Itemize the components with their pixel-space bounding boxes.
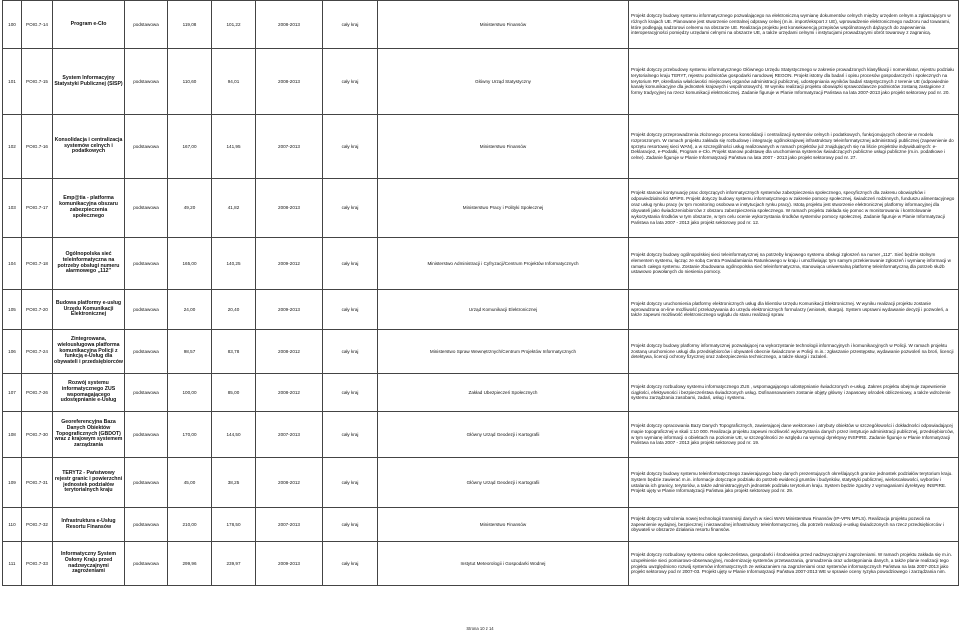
cell-total-value: 167,00 — [168, 115, 212, 179]
cell-project-name: Informatyczny System Osłony Kraju przed nadzwyczajnymi zagrożeniami — [53, 542, 125, 586]
cell-area: cały kraj — [323, 508, 378, 542]
cell-type: podstawowa — [125, 1, 168, 49]
cell-area: cały kraj — [323, 290, 378, 330]
cell-period: 2008-2012 — [256, 374, 323, 412]
table-row — [3, 542, 959, 586]
cell-project-name: Georeferencyjna Baza Danych Obiektów Topograficznych (GBDOT) wraz z krajowym systemem zarządzania — [53, 412, 125, 458]
cell-total-value: 299,96 — [168, 542, 212, 586]
cell-total-value: 210,00 — [168, 508, 212, 542]
cell-type: podstawowa — [125, 290, 168, 330]
cell-description: Projekt dotyczy budowy ogólnopolskiej sieci teleinformatycznej na potrzeby krajowego systemu obsługi zgłoszeń na numer „112”. Sieć będzie stolnym elementem systemu, łącząc ze sobą Centra Powiadamiania Ratunkowego w kraju i umożliwiając tym samym przekierowanie zgłoszeń i wymianę informacji w ramach całego systemu. Zostanie zbudowana ogólnopolska sieć teleinformatyczna, stanowiąca uniwersalną platformę teleinformatyczną dla potrzeb służb ustawowo powołanych do niesienia pomocy. — [629, 238, 959, 290]
cell-total-value: 165,00 — [168, 238, 212, 290]
cell-type: podstawowa — [125, 508, 168, 542]
cell-total-value: 24,00 — [168, 290, 212, 330]
cell-period: 2007-2013 — [256, 412, 323, 458]
cell-project-name: System Informacyjny Statystyki Publicznej (SISP) — [53, 49, 125, 115]
cell-code: POIG.7-17 — [22, 179, 53, 238]
cell-beneficiary: Ministerstwo Pracy i Polityki Społecznej — [378, 179, 629, 238]
cell-description: Projekt dotyczy rozbudowy systemu informatycznego ZUS , wspomagającego udostępnianie świadczonych e-usług. Zakres projektu obejmuje zapewnienie ciągłości, efektywności i bezpieczeństwa świadczonych usług. Dofinansowaniem zostanie objęty główny i zapasowy ośrodek obliczeniowy, a także wdrożenie systemu zarządzania zasobami, zadań, usług i systemu. — [629, 374, 959, 412]
cell-period: 2008-2012 — [256, 330, 323, 374]
table-row — [3, 458, 959, 508]
cell-type: podstawowa — [125, 179, 168, 238]
cell-area: cały kraj — [323, 179, 378, 238]
cell-period: 2007-2013 — [256, 508, 323, 542]
cell-beneficiary: Główny Urząd Geodezji i Kartografii — [378, 458, 629, 508]
cell-total-value: 98,57 — [168, 330, 212, 374]
cell-eu-funding: 85,00 — [212, 374, 256, 412]
cell-description: Projekt dotyczy budowy systemu informatycznego pozwalającego na elektroniczną wymianę dokumentów celnych między urzędem celnym a zgłaszającym w różnych krajach UE. Planowane jest stworzenie centralnej odprawy celnej (m.in. import/eksport z UE), wprowadzenie elektronicznego nadzoru nad towarami, które podlegają nadzorowi celnemu na obszarze UE. Realizacja projektu jest konsekwencją przepisów wspólnotowych dążących do zapewnienia interoperacyjności pomiędzy urzędami celnymi na obszarze UE, a także urzędami celnymi i instytucjami prowadzącymi obrót towarowy z zagranicą. — [629, 1, 959, 49]
cell-type: podstawowa — [125, 458, 168, 508]
cell-description: Projekt dotyczy wdrożenia nowej technologii transmisji danych w sieci WAN Ministerstwa Finansów (IP-VPN MPLS). Realizacja projektu pozwoli na zapewnienie wydajnej, bezpiecznej i niezawodnej infrastruktury teleinformatycznej, dla potrzeb realizacji e-usług świadczonych na rzecz przedsiębiorców i obywateli w obszarze działania resortu finansów. — [629, 508, 959, 542]
cell-area: cały kraj — [323, 412, 378, 458]
cell-beneficiary: Ministerstwo Finansów — [378, 115, 629, 179]
cell-area: cały kraj — [323, 330, 378, 374]
cell-area: cały kraj — [323, 542, 378, 586]
cell-area: cały kraj — [323, 115, 378, 179]
cell-project-name: Emp@tia - platforma komunikacyjna obszaru zabezpieczenia społecznego — [53, 179, 125, 238]
cell-description: Projekt stanowi kontynuację prac dotyczących informatycznych systemów zabezpieczenia społecznego, specyficznych dla zakresu obowiązków i odpowiedzialności MPiPS. Projekt dotyczy budowy systemu informatycznego w zakresie pomocy społecznej, świadczeń rodzinnych, funduszu alimentacyjnego oraz usług rynku pracy (w tym monitoring osobowa w instytucjach rynku pracy). Istotą projektu jest stworzenie elektronicznej platformy informacyjnej dla obywateli jako świadczeniobiorców z obszaru zabezpieczenia społecznego. W ramach projektu zakłada się pomoc w monitorowaniu i kontrolowanie wykorzystania środków w tym obszarze, w tym celu ocenie wykorzystania środków systemów pomocy społecznej. Zadanie figuruje w Planie Informatyzacji Państwa na lata 2007 - 2013 jako projekt sektorowy pod nr. 12. — [629, 179, 959, 238]
cell-lp: 110 — [3, 508, 22, 542]
projects-table — [2, 0, 959, 586]
cell-period: 2008-2013 — [256, 179, 323, 238]
cell-type: podstawowa — [125, 542, 168, 586]
cell-eu-funding: 140,25 — [212, 238, 256, 290]
table-row — [3, 115, 959, 179]
cell-code: POIG.7-20 — [22, 290, 53, 330]
cell-code: POIG.7-32 — [22, 508, 53, 542]
cell-lp: 102 — [3, 115, 22, 179]
cell-code: POIG.7-16 — [22, 115, 53, 179]
cell-beneficiary: Ministerstwo Administracji i Cyfryzacji/Centrum Projektów Informatycznych — [378, 238, 629, 290]
cell-description: Projekt dotyczy opracowania Bazy Danych Topograficznych, zawierającej dane wektorowe i atrybuty obiektów w szczegółowości i dokładności odpowiadającej mapie topograficznej w skali 1:10 000. Realizacja projektu zapewni możliwość wykorzystania danych przez instytucje administracji publicznej, przedsiębiorców, w tym wymianę informacji o obiektach na poziomie UE, w szczególności ze względu na wymogi dyrektywy INSPIRE. Zadanie figuruje w Planie Informatyzacji Państwa na lata 2007 - 2013 jako projekt sektorowy pod nr. 19. — [629, 412, 959, 458]
cell-period: 2009-2012 — [256, 238, 323, 290]
cell-lp: 106 — [3, 330, 22, 374]
cell-project-name: Ogólnopolska sieć teleinformatyczna na potrzeby obsługi numeru alarmowego „112” — [53, 238, 125, 290]
cell-beneficiary: Zakład Ubezpieczeń Społecznych — [378, 374, 629, 412]
cell-period: 2008-2013 — [256, 49, 323, 115]
cell-code: POIG.7-33 — [22, 542, 53, 586]
cell-period: 2009-2013 — [256, 542, 323, 586]
cell-eu-funding: 239,97 — [212, 542, 256, 586]
cell-beneficiary: Główny Urząd Statystyczny — [378, 49, 629, 115]
cell-code: POIG.7-31 — [22, 458, 53, 508]
cell-lp: 103 — [3, 179, 22, 238]
table-row — [3, 508, 959, 542]
cell-total-value: 110,60 — [168, 49, 212, 115]
table-row — [3, 238, 959, 290]
cell-description: Projekt dotyczy budowy platformy informatycznej pozwalającej na wykorzystanie technologii informacyjnych i komunikacyjnych w Policji. W ramach projektu zostaną uruchomione usługi dla przedsiębiorców i obywateli obecnie świadczone w Policji m.in.: zgłaszanie przestępstw, wydawanie pozwoleń na broń, licencji detektywa, licencji ochrony fizycznej oraz zabezpieczenia technicznego, a także skargi i zażaleń. — [629, 330, 959, 374]
cell-project-name: Infrastruktura e-Usług Resortu Finansów — [53, 508, 125, 542]
cell-eu-funding: 83,78 — [212, 330, 256, 374]
table-row — [3, 374, 959, 412]
cell-type: podstawowa — [125, 412, 168, 458]
cell-area: cały kraj — [323, 238, 378, 290]
cell-project-name: Program e-Cło — [53, 1, 125, 49]
table-row — [3, 290, 959, 330]
cell-project-name: TERYT2 - Państwowy rejestr granic i powierzchni jednostek podziałów terytorialnych kraju — [53, 458, 125, 508]
table-row — [3, 330, 959, 374]
cell-lp: 105 — [3, 290, 22, 330]
cell-eu-funding: 94,01 — [212, 49, 256, 115]
cell-code: POIG.7-14 — [22, 1, 53, 49]
cell-eu-funding: 101,22 — [212, 1, 256, 49]
cell-type: podstawowa — [125, 115, 168, 179]
cell-total-value: 170,00 — [168, 412, 212, 458]
cell-project-name: Budowa platformy e-usług Urzędu Komunikacji Elektronicznej — [53, 290, 125, 330]
cell-beneficiary: Główny Urząd Geodezji i Kartografii — [378, 412, 629, 458]
cell-type: podstawowa — [125, 330, 168, 374]
cell-description: Projekt dotyczy przeprowadzenia złożonego procesu konsolidacji i centralizacji systemów celnych i podatkowych, funkcjonujących obecnie w modelu rozproszonym. W ramach projektu zakłada się rozbudowę i integrację ogólnokrajowej infrastruktury teleinformatycznej administracji publicznej (zapewnienie do sprzętu resortowej sieci WAN), a w szczególności usług realizowanych w ramach projektów już znajdujących się na liście projektów indywidualnych: e-Deklaracje2, e-Podatki, Program e-Cło. Projekt stanowi podstawę dla uruchomienia systemów świadczących publiczne usługi publiczne (m.in. podatkowe i celne). Zadanie figuruje w Planie Informatyzacji Państwa na lata 2007 - 2013 jako projekt sektorowy pod nr. 27. — [629, 115, 959, 179]
cell-beneficiary: Ministerstwo Finansów — [378, 1, 629, 49]
cell-eu-funding: 38,25 — [212, 458, 256, 508]
cell-eu-funding: 41,82 — [212, 179, 256, 238]
cell-lp: 100 — [3, 1, 22, 49]
cell-description: Projekt dotyczy budowy systemu teleinformatycznego zawierającego bazę danych prezentujących określających granice jednostek podziałów terytorium kraju. System będzie zawierać m.in. informacje dotyczące podziału do potrzeb ewidencji gruntów i budynków, statystyki publicznej, wieloscałowości, wyborów i ustalania ich granicy, terytoriów, a także administracyjnych jednostek podziału terytorium kraju. System będzie zgodny z wymaganiami dyrektywy INSPIRE. Projekt ujęty w Planie Informatyzacji Państwa jako projekt sektorowy pod nr. 29. — [629, 458, 959, 508]
cell-code: POIG.7-26 — [22, 374, 53, 412]
cell-eu-funding: 20,40 — [212, 290, 256, 330]
table-row — [3, 412, 959, 458]
cell-total-value: 119,08 — [168, 1, 212, 49]
cell-area: cały kraj — [323, 49, 378, 115]
cell-code: POIG.7-18 — [22, 238, 53, 290]
cell-project-name: Zintegrowana, wielousługowa platforma komunikacyjna Policji z funkcją e-Usług dla obywateli i przedsiębiorców — [53, 330, 125, 374]
cell-code: POIG.7-15 — [22, 49, 53, 115]
cell-beneficiary: Urząd Komunikacji Elektronicznej — [378, 290, 629, 330]
cell-project-name: Konsolidacja i centralizacja systemów celnych i podatkowych — [53, 115, 125, 179]
cell-eu-funding: 178,50 — [212, 508, 256, 542]
table-body — [3, 1, 959, 586]
cell-total-value: 49,20 — [168, 179, 212, 238]
table-row — [3, 179, 959, 238]
cell-area: cały kraj — [323, 1, 378, 49]
cell-total-value: 45,00 — [168, 458, 212, 508]
cell-type: podstawowa — [125, 238, 168, 290]
cell-eu-funding: 144,50 — [212, 412, 256, 458]
cell-period: 2008-2012 — [256, 458, 323, 508]
cell-lp: 108 — [3, 412, 22, 458]
cell-lp: 111 — [3, 542, 22, 586]
cell-eu-funding: 141,95 — [212, 115, 256, 179]
cell-period: 2007-2013 — [256, 115, 323, 179]
cell-description: Projekt dotyczy uruchomienia platformy elektronicznych usług dla klientów Urzędu Komunikacji Elektronicznej. W wyniku realizacji projektu zostanie wprowadzona on-line możliwość przekazywania do urzędu elektronicznych formularzy (wniosek, skarga). System usprawni wydawanie decyzji i pozwoleń, a także zapewni możliwość elektronicznego wglądu do stanu realizacji spraw. — [629, 290, 959, 330]
table-row — [3, 1, 959, 49]
cell-total-value: 100,00 — [168, 374, 212, 412]
table-row — [3, 49, 959, 115]
document-page — [2, 0, 958, 586]
cell-description: Projekt dotyczy rozbudowy systemu osłon społeczeństwa, gospodarki i środowiska przed nadzwyczajnymi zagrożeniami. W ramach projektu zakłada się m.in. uzupełnienie sieci pomiarowo-obserwacyjnej, modernizację systemów przetwarzania, gromadzenia oraz udostępniania danych, a także planie realizacji tego projektu uwzględniono rozwój systemów informatycznych ze wskazaniem na zagrożeniami oraz systemów informatycznych Państwa na lata 2007-2013 jako projekt sektorowy pod nr 2007-03. Projekt ujęty w Planie Informatyzacji Państwa 2007-2013 WE w sprawie oceny ryzyka powodziowego i zarządzania nim. — [629, 542, 959, 586]
cell-type: podstawowa — [125, 49, 168, 115]
page-number: Strona 10 z 14 — [466, 626, 494, 631]
cell-area: cały kraj — [323, 458, 378, 508]
cell-lp: 104 — [3, 238, 22, 290]
cell-project-name: Rozwój systemu informatycznego ZUS wspomagającego udostępnianie e-Usług — [53, 374, 125, 412]
cell-description: Projekt dotyczy przebudowy systemu informatycznego Głównego Urzędu Statystycznego w zakresie prowadzonych klasyfikacji i nomenklatur, rejestru podziału terytorialnego kraju TERYT, rejestru podmiotów gospodarki narodowej REGON. Projekt istotny dla badań i opisu procesów gospodarczych i społecznych na terytorium RP, określania właściwości miejscowej organów administracji publicznej, udostępniania wyników badań statystycznych z terenie UE (odpowiednie kanały komunikacyjne dla jednostek krajowych i wspólnotowych). W wyniku realizacji projektu obowiązki sprawozdawcze podmiotów zostaną zastąpione z formy tradycyjnej na rzecz komunikacji elektronicznej. Zadanie figuruje w Planie Informatyzacji Państwa na lata 2007-2013 jako projekt sektorowy pod nr. 20. — [629, 49, 959, 115]
cell-lp: 109 — [3, 458, 22, 508]
cell-type: podstawowa — [125, 374, 168, 412]
cell-beneficiary: Ministerstwo Spraw Wewnętrznych/Centrum Projektów Informatycznych — [378, 330, 629, 374]
cell-period: 2008-2013 — [256, 1, 323, 49]
cell-code: POIG.7-24 — [22, 330, 53, 374]
cell-area: cały kraj — [323, 374, 378, 412]
cell-beneficiary: Instytut Meteorologii i Gospodarki Wodnej — [378, 542, 629, 586]
cell-lp: 101 — [3, 49, 22, 115]
cell-lp: 107 — [3, 374, 22, 412]
cell-period: 2009-2013 — [256, 290, 323, 330]
cell-beneficiary: Ministerstwo Finansów — [378, 508, 629, 542]
cell-code: POIG.7-30 — [22, 412, 53, 458]
